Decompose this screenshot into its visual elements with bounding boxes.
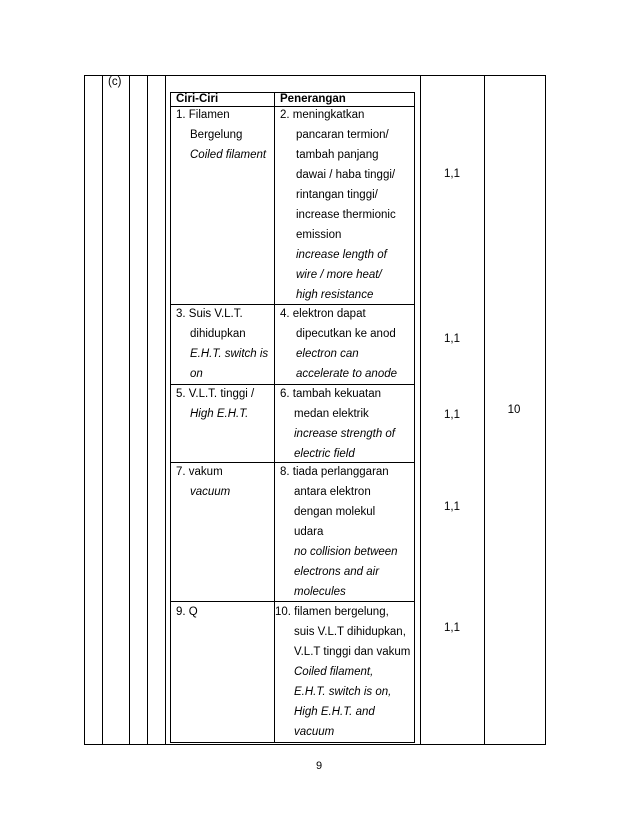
explanation-line: increase thermionic [296,209,396,221]
explanation-line: tambah panjang [296,149,379,161]
characteristic-line: dihidupkan [190,328,246,340]
explanation-line: electrons and air [294,566,380,578]
mark-value: 1,1 [444,168,460,180]
explanation-line: electron can [296,348,359,360]
explanation-line: molecules [294,586,346,598]
explanation-line: 8. tiada perlanggaran [280,466,389,478]
explanation-line: antara elektron [294,486,371,498]
mark-value: 1,1 [444,333,460,345]
characteristic-line: 1. Filamen [176,109,230,121]
characteristic-line: E.H.T. switch is [190,348,269,360]
explanation-line: 2. meningkatkan [280,109,365,121]
characteristic-line: 5. V.L.T. tinggi / [176,388,255,400]
explanation-line: suis V.L.T dihidupkan, [294,626,406,638]
explanation-line: increase strength of [294,428,396,440]
explanation-line: electric field [294,448,355,460]
characteristic-line: 3. Suis V.L.T. [176,308,243,320]
characteristic-line: Bergelung [190,129,243,141]
page-number: 9 [315,760,323,772]
explanation-line: vacuum [294,726,335,738]
explanation-line: udara [294,526,324,538]
characteristic-line: vacuum [190,486,231,498]
explanation-line: rintangan tinggi/ [296,189,378,201]
total-mark: 10 [507,404,521,416]
header-characteristic: Ciri-Ciri [176,93,219,105]
explanation-line: E.H.T. switch is on, [294,686,392,698]
characteristic-line: 7. vakum [176,466,223,478]
characteristic-line: Coiled filament [190,149,267,161]
explanation-line: 4. elektron dapat [280,308,366,320]
explanation-line: dawai / haba tinggi/ [296,169,396,181]
explanation-line: no collision between [294,546,398,558]
explanation-line: V.L.T tinggi dan vakum [294,646,411,658]
explanation-line: Coiled filament, [294,666,374,678]
characteristic-line: High E.H.T. [190,408,249,420]
explanation-line: high resistance [296,289,374,301]
explanation-line: wire / more heat/ [296,269,382,281]
explanation-line: High E.H.T. and [294,706,375,718]
header-explanation: Penerangan [280,93,346,105]
explanation-line: emission [296,229,342,241]
explanation-line: accelerate to anode [296,368,398,380]
explanation-line: medan elektrik [294,408,369,420]
explanation-line: dengan molekul [294,506,376,518]
explanation-line: 10. filamen bergelung, [275,606,389,618]
explanation-line: 6. tambah kekuatan [280,388,382,400]
characteristic-line: on [190,368,203,380]
mark-value: 1,1 [444,622,460,634]
mark-value: 1,1 [444,501,460,513]
explanation-line: pancaran termion/ [296,129,389,141]
characteristic-line: 9. Q [176,606,198,618]
explanation-line: dipecutkan ke anod [296,328,396,340]
explanation-line: increase length of [296,249,387,261]
mark-value: 1,1 [444,409,460,421]
question-label: (c) [108,76,122,88]
